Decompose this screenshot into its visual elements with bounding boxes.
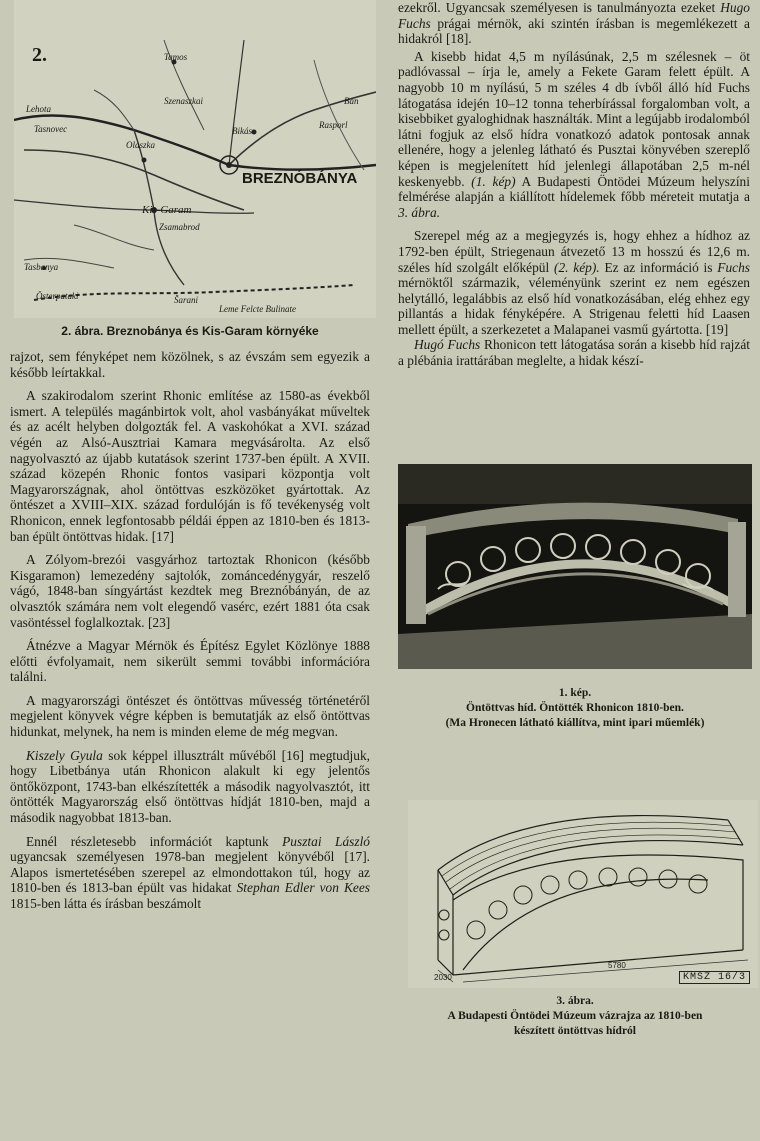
right-paragraph-2 (398, 49, 750, 221)
ref-figure-3: 3. ábra. (398, 204, 441, 220)
name-kees: Stephan Edler von Kees (236, 880, 370, 896)
map-label-szenaszkai: Szenaszkai (164, 96, 203, 106)
left-paragraph-5: A magyarországi öntészet és öntöttvas művesség történetéről megjelent könyvek végre képben is bemutatják az első öntöttvas hidunkat, melynek, ha nem is minden eleme de még megvan. (10, 692, 370, 740)
map-label-bikas: Bikás (232, 126, 252, 136)
dim-width: 2030 (434, 973, 452, 982)
bridge-drawing-image (408, 800, 758, 988)
map-label-tamos: Tamos (164, 52, 188, 62)
map-figure-number: 2. (32, 44, 47, 66)
map-label-tasbanya: Tasbanya (24, 262, 59, 272)
map-label-rasporl: Rasporl (319, 120, 348, 130)
right-paragraph-3 (398, 228, 750, 337)
name-fuchs: Fuchs (717, 259, 751, 275)
photo-caption-line-3: (Ma Hronecen látható kiállítva, mint ipari műemlék) (445, 717, 705, 729)
left-column (10, 0, 370, 912)
name-hugo-fuchs-2: Hugó Fuchs (414, 337, 481, 353)
photo-caption (398, 686, 752, 731)
right-paragraph-1-text-a: ezekről. Ugyancsak személyesen is tanulmányozta ezeket (398, 0, 721, 15)
left-paragraph-2: A szakirodalom szerint Rhonic említése az 1580-as évekből ismert. A település magánbirtok volt, ahol vasbányákat műveltek és az acélt helyben dolgozták fel. A vaskohókat a XVI. század végén az Alsó-Ausztriai Kamara megvásárolta. Az első nagyolvasztó az újabb kutatások szerint 1737-ben épült. A XVII. század közepén Rhonic fontos vasipari központja volt Magyarországnak, ahol öntöttvas eszközöket gyártottak. Az öntészet a XVIII–XIX. század fordulóján is fő tevékenység volt Rhonicon, ennek legfontosabb példái éppen az 1810-ben és 1813-ban épült öntöttvas hidak. [17] (10, 388, 370, 544)
right-column (398, 0, 750, 369)
drawing-stamp: KMSZ 16/3 (679, 971, 750, 984)
bridge-drawing (408, 800, 758, 988)
right-paragraph-1-text-b: prágai mérnök, aki szintén írásban is megemlékezett a hidakról [18]. (398, 15, 750, 47)
right-paragraph-4-text: Rhonicon tett látogatása során a kisebb híd rajzát a plébánia irattárában meglelte, a hidak készí- (398, 337, 750, 369)
map-label-lehota: Lehota (26, 104, 52, 114)
bridge-photo-image (398, 464, 752, 669)
left-paragraph-6 (10, 748, 370, 826)
right-paragraph-4 (398, 337, 750, 368)
right-paragraph-3-text-b: Ez az információ is (599, 259, 718, 275)
author-pusztai: Pusztai László (282, 833, 370, 849)
map-drawing (14, 0, 376, 318)
bridge-photo (398, 464, 752, 669)
left-paragraph-7-text-c: 1815-ben látta és írásban beszámolt (10, 896, 202, 911)
ref-photo-2: (2. kép). (553, 259, 600, 275)
map-label-ban: Ban (344, 96, 359, 106)
name-hugo-fuchs: Hugo Fuchs (398, 0, 750, 31)
map-label-zsamabrod: Zsamabrod (159, 222, 200, 232)
left-paragraph-7 (10, 834, 370, 912)
left-paragraph-6-text: sok képpel illusztrált művéből [16] megtudjuk, hogy Libetbánya után Rhonicon alakult ki egy jelentős öntőközpont, 1743-ban elkészítették a második nagyolvasztót, itt öntötték Magyarország első öntöttvas hídját 1810-ben, majd a második nagyobbat 1813-ban. (10, 747, 370, 826)
map-label-osterpataki: Österpataki (36, 291, 79, 301)
left-paragraph-7-text-b: ugyancsak személyesen 1978-ban megjelent könyvéből [17]. Alapos ismertetésében szerepel az elmondottakon túl, hogy az 1810-ben és 1813-ban épült vas hidakat (10, 849, 370, 896)
map-figure (14, 0, 376, 318)
right-paragraph-1 (398, 0, 750, 47)
ref-photo-1: (1. kép) (471, 173, 516, 189)
right-paragraph-2-text-a: A kisebb hidat 4,5 m nyílásúnak, 2,5 m szélesnek – öt padlóvassal – írja le, amely a Fekete Garam felett épült. A nagyobb 10 m nyílású, 5 m széles 4 db ívből álló híd Fuchs látogatása idején 10–12 tonna teherbírással forgalomban volt, a kisebbiket gyaloghidnak használták. Mint a legújabb irodalomból látni fogjuk az első hídra vonatkozó adatok pontosak annak ellenére, hogy a jelenleg látható és Pusztai könyvében szereplő képen is megjelenített híd jelenlegi állapotában 2,5 m-nél keskenyebb. (398, 48, 750, 189)
drawing-caption-line-1: 3. ábra. (556, 995, 594, 1007)
photo-caption-line-2: Öntöttvas híd. Öntötték Rhonicon 1810-ben. (466, 702, 684, 714)
drawing-caption-line-2: A Budapesti Öntödei Múzeum vázrajza az 1810-ben (447, 1010, 703, 1022)
drawing-caption (398, 994, 752, 1039)
left-paragraph-3: A Zólyom-brezói vasgyárhoz tartoztak Rhonicon (később Kisgaramon) lemezedény sajtolók, zománcedénygyár, reszelő vágó, 1848-ban síngyártást kezdtek meg Breznóbányán, de az olvasztók számára nem volt elegendő vasérc, ezért 1881 óta csak vasöntéssel foglalkoztak. [23] (10, 552, 370, 630)
map-caption: 2. ábra. Breznobánya és Kis-Garam környéke (61, 324, 319, 338)
map-label-breznobanya: BREZNÓBÁNYA (242, 170, 358, 187)
map-label-tasnovec: Tasnovec (34, 124, 68, 134)
right-paragraph-3-text-a: Szerepel még az a megjegyzés is, hogy ehhez a hídhoz az 1792-ben épült, Striegenaun átvezető 13 m hosszú és 12,6 m. széles híd szolgált előképül (398, 228, 750, 275)
left-paragraph-7-text-a: Ennél részletesebb információt kaptunk (26, 833, 283, 849)
map-label-sarani: Šarani (174, 295, 199, 305)
drawing-caption-line-3: készített öntöttvas hídról (513, 1025, 636, 1037)
photo-caption-line-1: 1. kép. (558, 687, 592, 699)
dim-length: 5780 (608, 961, 626, 970)
map-label-kisgaram: Kis-Garam (142, 204, 192, 216)
map-label-olaszka: Olaszka (126, 140, 155, 150)
author-kiszely: Kiszely Gyula (26, 747, 103, 763)
left-paragraph-4: Átnézve a Magyar Mérnök és Építész Egylet Közlönye 1888 előtti évfolyamait, nem sikerült semmi további információra találni. (10, 638, 370, 685)
left-paragraph-1: rajzot, sem fényképet nem közölnek, s az évszám sem egyezik a később leírtakkal. (10, 349, 370, 380)
map-label-leme: Leme Felcte Bulinate (219, 304, 296, 314)
right-paragraph-3-text-c: mérnöktől származik, véleményünk szerint ez nem egészen helytálló, legalábbis az első híd vonatkozásában, elég ehhez egy pillantás a hidak fényképére. A Strigenau feletti híd Laasen mellett épült, a szerkezetet a Malapanei vasmű gyártotta. [19] (398, 275, 750, 337)
right-paragraph-2-text-b: A Budapesti Öntödei Múzeum helyszíni felmérése alapján a kiállított hídelemek főbb méreteit mutatja a (398, 173, 750, 205)
